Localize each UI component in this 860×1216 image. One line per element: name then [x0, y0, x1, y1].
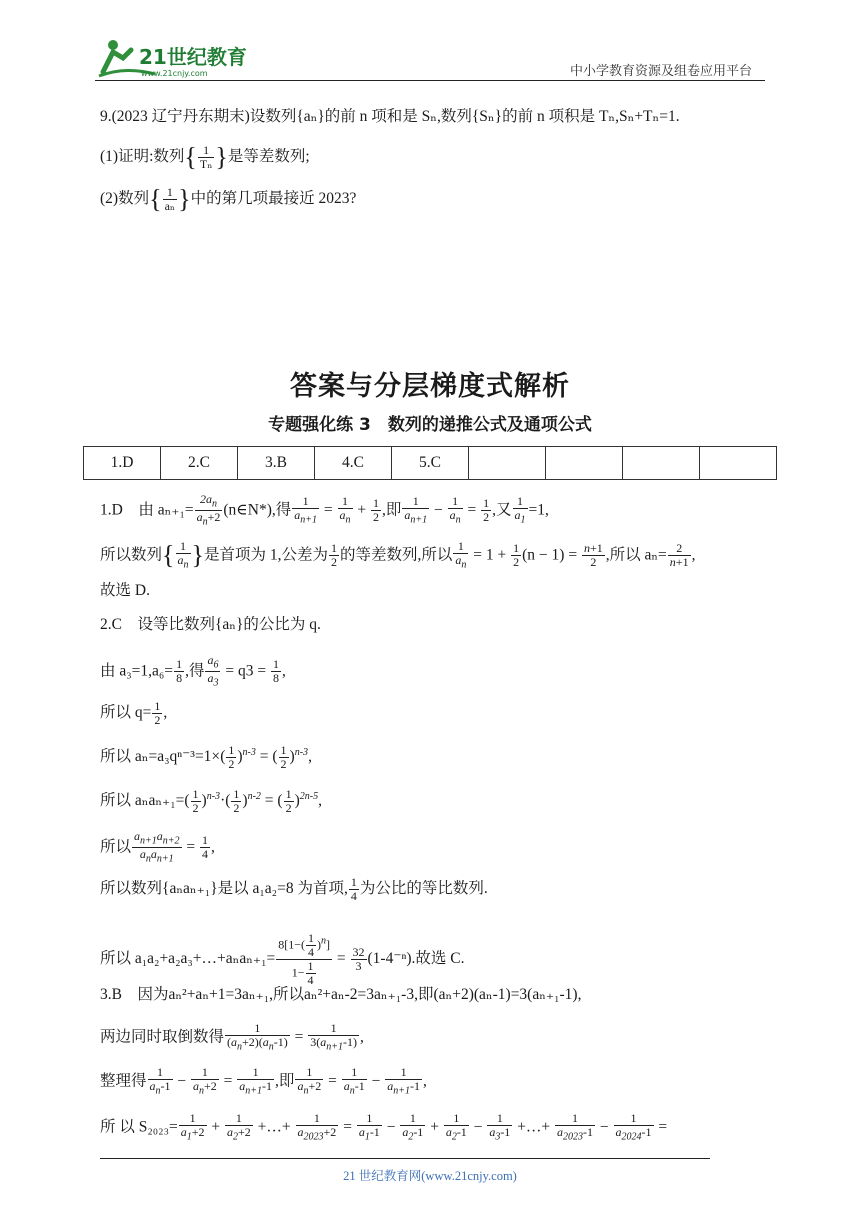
answer-cell	[623, 447, 700, 480]
logo-text: 21世纪教育	[139, 45, 247, 69]
solution-3-line-2: 两边同时取倒数得 $\frac{1}{(a_n+2)(a_n-1)}$ = $\frac{1}{3(a_{n+1}-1)}$ ,	[100, 1021, 364, 1053]
answer-cell: 2.C	[161, 447, 238, 480]
answer-section-subtitle: 专题强化练 3 数列的递推公式及通项公式	[268, 415, 592, 435]
solution-3-line-3: 整理得 $\frac{1}{a_n-1}$ − $\frac{1}{a_n+2}$ = $\frac{1}{a_{n+1}-1}$ ,即 $\frac{1}{a_n+2}$ = $\frac{1}{a_n-1}$ − $\frac{1}{a_{n+1}-1}$ ,	[100, 1065, 427, 1097]
answer-cell: 1.D	[84, 447, 161, 480]
solution-2-line-8: 所以 a₁a₂+a₂a₃+…+aₙaₙ₊₁= 8[1−( $\frac{1}{4}$ )$^n$] 1− $\frac{1}{4}$ = $\frac{32}{3}$ (1-4⁻ⁿ).故选 C.	[100, 931, 465, 987]
solution-3-line-4: 所 以 S₂₀₂₃= $\frac{1}{a_1+2}$ + $\frac{1}{a_2+2}$ +…+ $\frac{1}{a_{2023}+2}$ = $\frac{1}{a_1-1}$ − $\frac{1}{a_2-1}$ + $\frac{1}{a_2-1}$ − $\frac{1}{a_3-1}$ +…+ $\frac{1}{a_{2023}-1}$ − $\frac{1}{a_{2024}-1}$ =	[100, 1111, 668, 1143]
solution-2-line-5: 所以 aₙaₙ₊₁=( $\frac{1}{2}$ )$^{n-3}$·( $\frac{1}{2}$ )$^{n-2}$ = ( $\frac{1}{2}$ )$^{2n-5}$,	[100, 787, 322, 816]
answer-cell: 3.B	[238, 447, 315, 480]
question-9-part2: (2)数列{ $\frac{1}{\text{aₙ}}$ }中的第几项最接近 2023?	[100, 184, 357, 214]
solution-2-line-1: 2.C 设等比数列{aₙ}的公比为 q.	[100, 616, 321, 633]
question-9-stem: 9.(2023 辽宁丹东期末)设数列{aₙ}的前 n 项和是 Sₙ,数列{Sₙ}的前 n 项积是 Tₙ,Sₙ+Tₙ=1.	[100, 108, 680, 125]
solution-1-line-2: 所以数列{ $\frac{1}{a_n}$ }是首项为 1,公差为 $\frac{1}{2}$ 的等差数列,所以 $\frac{1}{a_n}$ = 1 + $\frac{1}{2}$ (n − 1) = $\frac{n+1}{2}$ ,所以 aₙ= $\frac{2}{n+1}$ ,	[100, 539, 696, 571]
solution-2-line-7: 所以数列{aₙaₙ₊₁}是以 a₁a₂=8 为首项, $\frac{1}{4}$ 为公比的等比数列.	[100, 875, 488, 903]
solution-1-line-3: 故选 D.	[100, 582, 150, 599]
answer-cell	[546, 447, 623, 480]
answer-table	[83, 446, 777, 480]
solution-3-line-1: 3.B 因为aₙ²+aₙ+1=3aₙ₊₁,所以aₙ²+aₙ-2=3aₙ₊₁-3,即(aₙ+2)(aₙ-1)=3(aₙ₊₁-1),	[100, 986, 582, 1003]
solution-2-line-2: 由 a₃=1,a₆= $\frac{1}{8}$ ,得 $\frac{a_6}{a_3}$ = q3 = $\frac{1}{8}$ ,	[100, 653, 286, 689]
header-platform-text: 中小学教育资源及组卷应用平台	[570, 64, 753, 79]
answer-section-title: 答案与分层梯度式解析	[290, 371, 570, 402]
question-9-part1: (1)证明:数列{ $\frac{1}{\text{Tₙ}}$ }是等差数列;	[100, 142, 310, 172]
solution-1-line-1: 1.D 由 aₙ₊₁= $\frac{2a_n}{a_n+2}$ (n∈N*),得 $\frac{1}{a_{n+1}}$ = $\frac{1}{a_n}$ + $\frac{1}{2}$ ,即 $\frac{1}{a_{n+1}}$ − $\frac{1}{a_n}$ = $\frac{1}{2}$ ,又 $\frac{1}{a_1}$ =1,	[100, 492, 549, 528]
logo-url: www.21cnjy.com	[141, 69, 208, 78]
solution-2-line-6: 所以 $\frac{a_{n+1}a_{n+2}}{a_na_{n+1}}$ = $\frac{1}{4}$ ,	[100, 829, 215, 865]
answer-cell	[469, 447, 546, 480]
footer-divider	[100, 1158, 710, 1159]
header-divider	[95, 80, 765, 81]
site-logo	[95, 36, 255, 80]
solution-2-line-3: 所以 q= $\frac{1}{2}$ ,	[100, 699, 168, 727]
answer-cell: 4.C	[315, 447, 392, 480]
solution-2-line-4: 所以 aₙ=a₃qⁿ⁻³=1×( $\frac{1}{2}$ )$^{n-3}$ = ( $\frac{1}{2}$ )$^{n-3}$,	[100, 743, 312, 772]
answer-cell: 5.C	[392, 447, 469, 480]
answer-cell	[700, 447, 777, 480]
footer-text: 21 世纪教育网(www.21cnjy.com)	[343, 1169, 517, 1183]
